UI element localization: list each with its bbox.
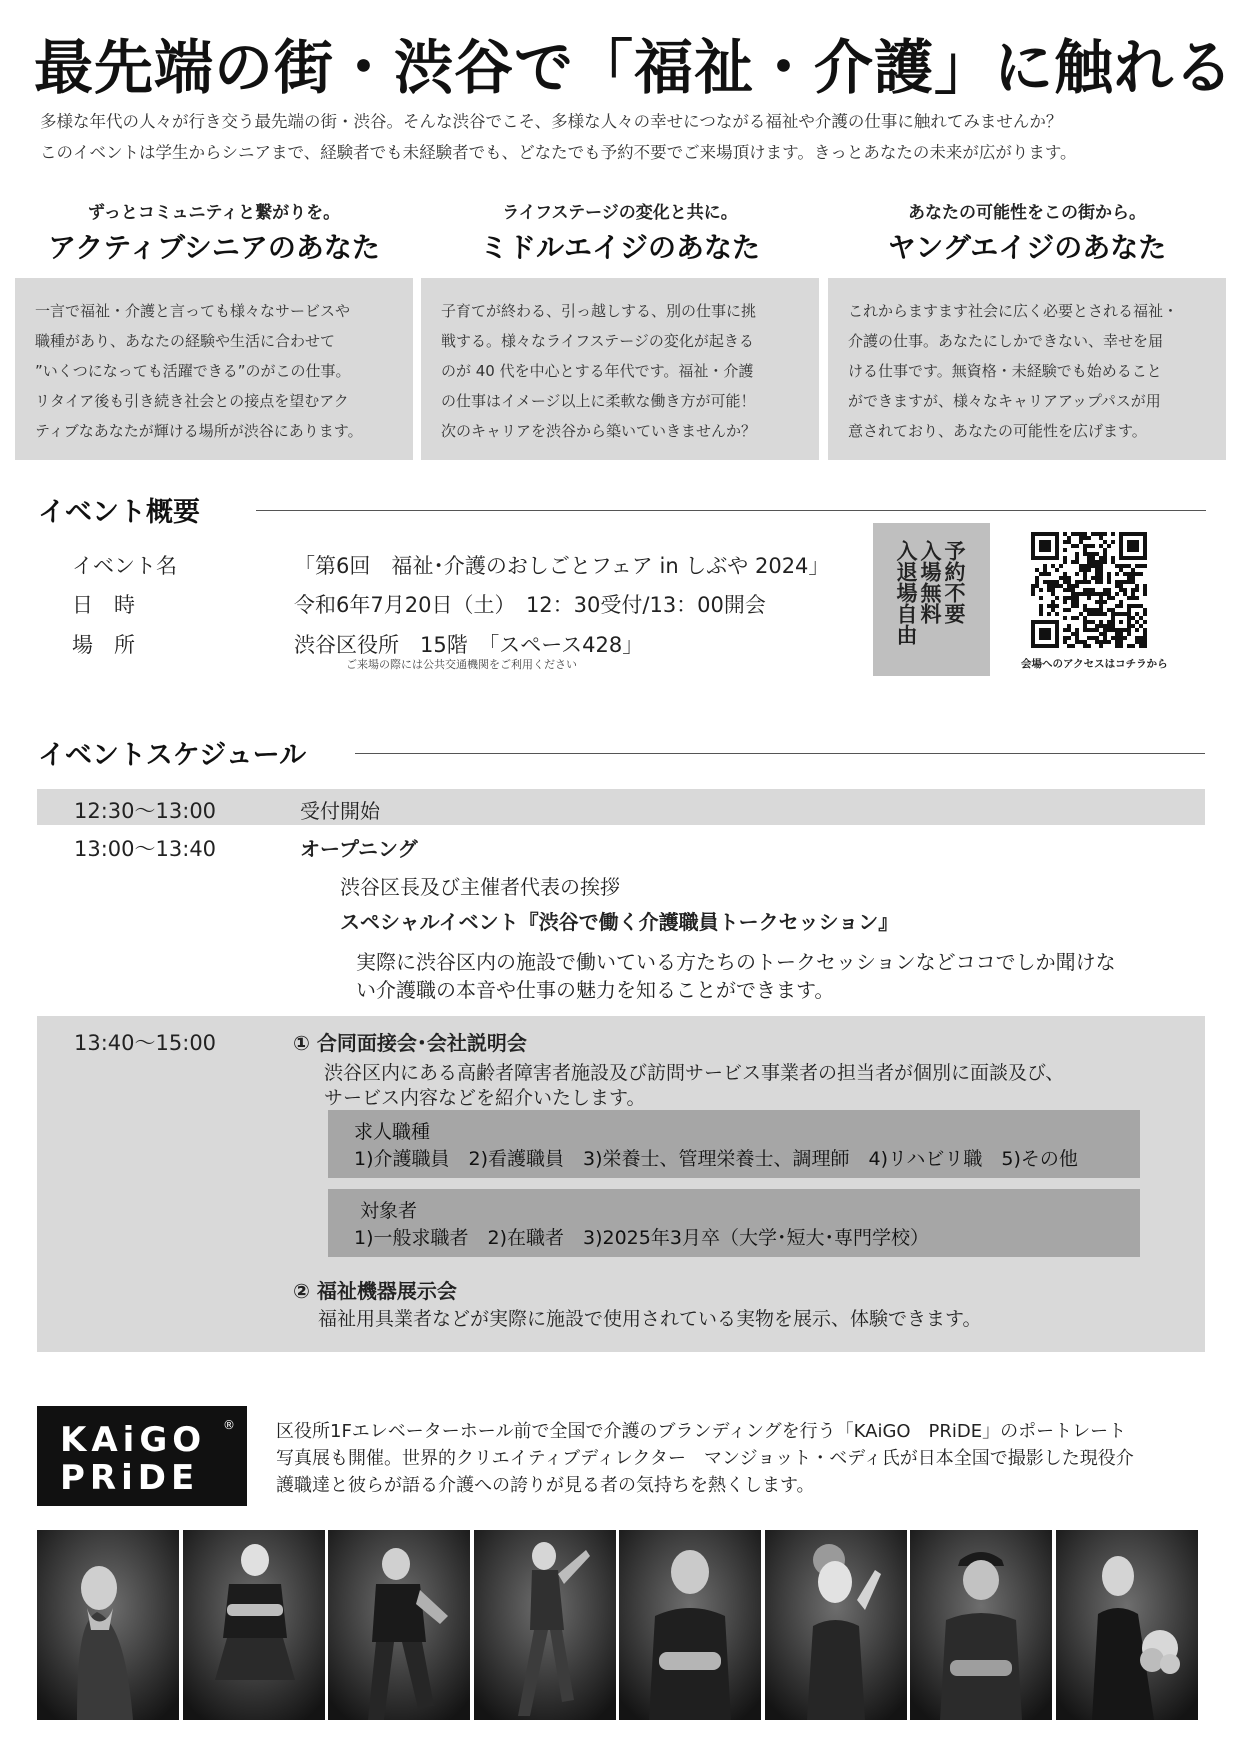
schedule-text: い介護職の本音や仕事の魅力を知ることができます。: [356, 978, 835, 1002]
column-line: ”いくつになっても活躍できる”のがこの仕事。: [35, 362, 351, 380]
job-types: 1)介護職員 2)看護職員 3)栄養士、管理栄養士、調理師 4)リハビリ職 5)その他: [354, 1148, 1078, 1170]
special-event-title: スペシャルイベント『渋谷で働く介護職員トークセッション』: [340, 910, 899, 934]
schedule-text: 福祉用具業者などが実際に施設で使用されている実物を展示、体験できます。: [318, 1308, 982, 1330]
column-line: ティブなあなたが輝ける場所が渋谷にあります。: [35, 422, 363, 440]
target-label: 対象者: [360, 1200, 418, 1222]
reserve-line: 入退場自由: [894, 540, 918, 645]
schedule-item-title: ② 福祉機器展示会: [293, 1279, 457, 1303]
registered-mark: ®: [223, 1418, 235, 1432]
kaigo-pride-logo: [37, 1406, 247, 1506]
schedule-text: サービス内容などを紹介いたします。: [324, 1087, 646, 1109]
column-subtitle: ライフステージの変化と共に。: [502, 203, 738, 223]
column-line: 子育てが終わる、引っ越しする、別の仕事に挑: [441, 302, 757, 320]
column-heading: アクティブシニアのあなた: [48, 231, 380, 264]
kaigo-pride-description: [276, 1418, 1134, 1499]
overview-heading: イベント概要: [38, 497, 200, 528]
portrait-man-arms-crossed: [619, 1530, 761, 1720]
targets: 1)一般求職者 2)在職者 3)2025年3月卒（大学･短大･専門学校）: [354, 1227, 929, 1249]
column-heading: ヤングエイジのあなた: [887, 231, 1167, 264]
column-text-box: [15, 278, 413, 460]
column-line: 意されており、あなたの可能性を広げます。: [848, 422, 1147, 440]
schedule-text: 実際に渋谷区内の施設で働いている方たちのトークセッションなどココでしか聞けな: [356, 950, 1116, 974]
overview-value: 渋谷区役所 15階 「スペース428」: [294, 633, 644, 657]
schedule-time: 13:40〜15:00: [74, 1031, 217, 1055]
job-types-label: 求人職種: [354, 1121, 431, 1143]
portrait-man-cap: [910, 1530, 1052, 1720]
column-middle-age: [421, 198, 819, 460]
page-title: 最先端の街・渋谷で「福祉・介護」に触れる: [34, 33, 1235, 102]
column-line: 介護の仕事。あなたにしかできない、幸せを届: [848, 332, 1164, 350]
column-line: 戦する。様々なライフステージの変化が起きる: [441, 332, 754, 350]
column-line: 職種があり、あなたの経験や生活に合わせて: [35, 332, 336, 350]
overview-value: 令和6年7月20日（土） 12：30受付/13：00開会: [294, 593, 766, 617]
column-heading: ミドルエイジのあなた: [479, 231, 760, 264]
divider: [355, 753, 1205, 754]
column-subtitle: ずっとコミュニティと繋がりを。: [87, 203, 341, 223]
column-line: これからますます社会に広く必要とされる福祉・: [848, 302, 1179, 320]
portrait-woman-bouquet: [1056, 1530, 1198, 1720]
column-line: 一言で福祉・介護と言っても様々なサービスや: [35, 302, 351, 320]
column-subtitle: あなたの可能性をこの街から。: [908, 203, 1146, 223]
portrait-photo-strip: [37, 1530, 1203, 1720]
logo-line: PRiDE: [60, 1458, 200, 1498]
description-line: 写真展も開催。世界的クリエイティブディレクター マンジョット・ベディ氏が日本全国で撮影した現役介: [276, 1448, 1134, 1469]
overview-label: イベント名: [72, 554, 177, 578]
portrait-woman-flowers: [765, 1530, 907, 1720]
divider: [256, 510, 1206, 511]
overview-value: 「第6回 福祉･介護のおしごとフェア in しぶや 2024」: [294, 554, 830, 578]
schedule-time: 13:00〜13:40: [74, 837, 217, 861]
reservation-box: [873, 523, 990, 676]
column-line: ができますが、様々なキャリアアップパスが用: [848, 392, 1161, 410]
column-line: リタイア後も引き続き社会との接点を望むアク: [35, 392, 349, 410]
overview-label: 場 所: [72, 633, 135, 657]
description-line: 護職達と彼らが語る介護への誇りが見る者の気持ちを熱くします。: [276, 1475, 815, 1496]
description-line: 区役所1Fエレベーターホール前で全国で介護のブランディングを行う「KAiGO PRiDE」のポートレート: [276, 1421, 1127, 1442]
intro-line: 多様な年代の人々が行き交う最先端の街・渋谷。そんな渋谷でこそ、多様な人々の幸せにつながる福祉や介護の仕事に触れてみませんか？: [40, 112, 1063, 131]
column-young-age: [828, 198, 1226, 460]
reserve-line: 入場無料: [918, 540, 942, 624]
portrait-woman-seated: [37, 1530, 179, 1720]
logo-line: KAiGO: [60, 1420, 207, 1460]
overview-label: 日 時: [72, 593, 135, 617]
transport-note: ご来場の際には公共交通機関をご利用ください: [346, 658, 577, 671]
job-types-box: [328, 1110, 1140, 1178]
qr-code[interactable]: [1031, 532, 1147, 648]
schedule-title: オープニング: [300, 837, 418, 861]
column-text-box: [828, 278, 1226, 460]
portrait-woman-dancing: [474, 1530, 616, 1720]
column-active-senior: [15, 198, 413, 460]
intro-line: このイベントは学生からシニアまで、経験者でも未経験者でも、どなたでも予約不要でご来場頂けます。きっとあなたの未来が広がります。: [40, 143, 1077, 162]
column-text-box: [421, 278, 819, 460]
target-box: [328, 1189, 1140, 1257]
portrait-man-crouching: [183, 1530, 325, 1720]
schedule-time: 12:30〜13:00: [74, 799, 217, 823]
portrait-man-running: [328, 1530, 470, 1720]
intro-text: [40, 106, 1210, 168]
qr-caption: 会場へのアクセスはコチラから: [1021, 658, 1168, 670]
column-line: 次のキャリアを渋谷から築いていきませんか？: [441, 422, 757, 440]
column-line: のが 40 代を中心とする年代です。福祉・介護: [441, 362, 754, 380]
schedule-text: 受付開始: [300, 799, 380, 823]
schedule-heading: イベントスケジュール: [38, 740, 307, 771]
reserve-line: 予約不要: [942, 540, 966, 624]
column-line: の仕事はイメージ以上に柔軟な働き方が可能！: [441, 392, 756, 410]
column-line: ける仕事です。無資格・未経験でも始めること: [848, 362, 1162, 380]
schedule-text: 渋谷区内にある高齢者障害者施設及び訪問サービス事業者の担当者が個別に面談及び、: [324, 1062, 1065, 1084]
schedule-text: 渋谷区長及び主催者代表の挨拶: [340, 875, 620, 899]
schedule-item-title: ① 合同面接会･会社説明会: [293, 1031, 527, 1055]
